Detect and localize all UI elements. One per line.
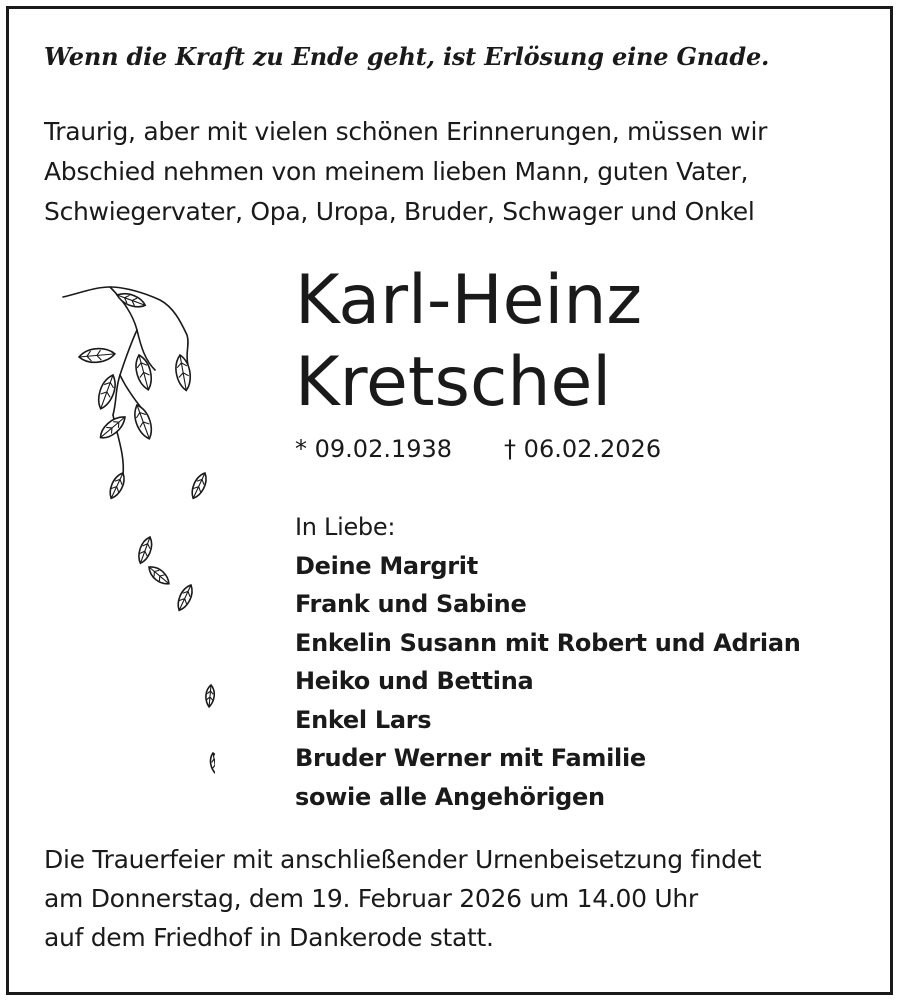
service-details bbox=[44, 840, 864, 957]
mourner: Heiko und Bettina bbox=[295, 667, 534, 695]
mourner: Frank und Sabine bbox=[295, 590, 527, 618]
mourner: Deine Margrit bbox=[295, 551, 478, 580]
service-line: Die Trauerfeier mit anschließender Urnenbeisetzung findet bbox=[44, 845, 762, 874]
mourner: Enkel Lars bbox=[295, 705, 432, 734]
service-line: am Donnerstag, dem 19. Februar 2026 um 14.00 Uhr bbox=[44, 884, 698, 913]
death-date: † 06.02.2026 bbox=[504, 435, 662, 463]
service-line: auf dem Friedhof in Dankerode statt. bbox=[44, 923, 494, 952]
mourner: Enkelin Susann mit Robert und Adrian bbox=[295, 628, 801, 657]
falling-leaves-branch-icon bbox=[55, 275, 215, 815]
deceased-first-name: Karl-Heinz bbox=[295, 261, 643, 340]
life-dates bbox=[295, 435, 661, 463]
intro-line: Schwiegervater, Opa, Uropa, Bruder, Schwager und Onkel bbox=[44, 197, 755, 226]
deceased-last-name: Kretschel bbox=[295, 343, 612, 422]
mourner: Bruder Werner mit Familie bbox=[295, 744, 646, 772]
motto: Wenn die Kraft zu Ende geht, ist Erlösung eine Gnade. bbox=[44, 42, 770, 71]
deceased-name bbox=[295, 260, 642, 424]
mourners-intro: In Liebe: bbox=[295, 513, 396, 541]
intro-line: Abschied nehmen von meinem lieben Mann, guten Vater, bbox=[44, 157, 749, 186]
birth-date: * 09.02.1938 bbox=[295, 435, 453, 463]
intro-text bbox=[44, 112, 864, 232]
mourner: sowie alle Angehörigen bbox=[295, 782, 605, 811]
mourners-list bbox=[295, 508, 801, 816]
intro-line: Traurig, aber mit vielen schönen Erinnerungen, müssen wir bbox=[44, 117, 768, 146]
